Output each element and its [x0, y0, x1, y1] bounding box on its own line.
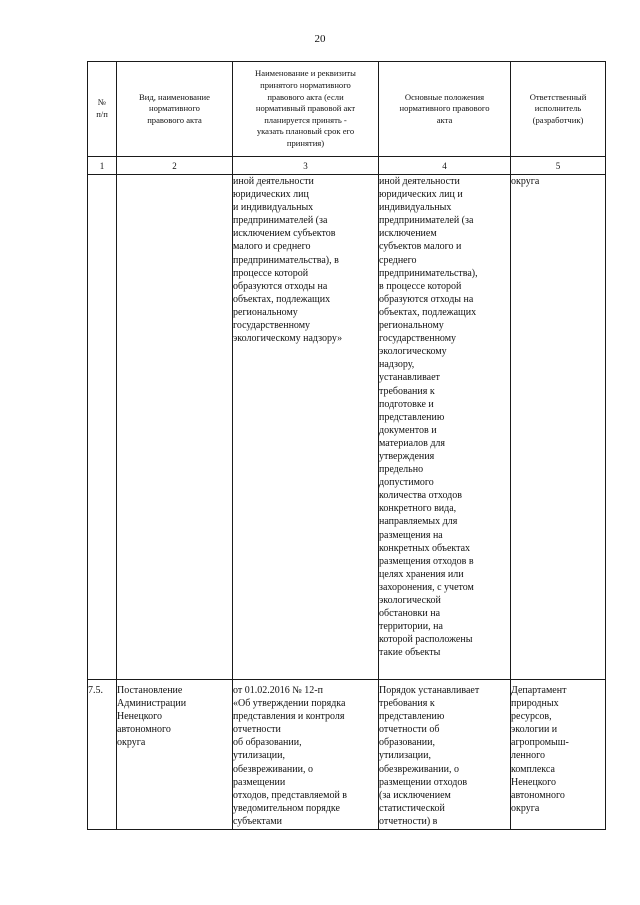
header-cell-number: № п/п: [88, 62, 117, 157]
legal-acts-table: [87, 61, 606, 830]
page-number: 20: [314, 33, 326, 45]
act-type-cell: Постановление Администрации Ненецкого автономного округа: [117, 680, 233, 830]
row-number-cell: [88, 175, 117, 680]
row-number-cell: 7.5.: [88, 680, 117, 830]
column-number: 1: [88, 157, 117, 175]
column-number: 5: [511, 157, 606, 175]
column-number: 3: [233, 157, 379, 175]
executor-cell: округа: [511, 175, 606, 680]
column-number: 2: [117, 157, 233, 175]
table-row: [88, 175, 606, 680]
header-cell-name: Наименование и реквизиты принятого нормативного правового акта (если нормативный правовой акт планируется принять - указать плановый срок его принятия): [233, 62, 379, 157]
header-cell-type: Вид, наименование нормативного правового акта: [117, 62, 233, 157]
header-row: [88, 62, 606, 157]
header-cell-executor: Ответственный исполнитель (разработчик): [511, 62, 606, 157]
act-name-cell: от 01.02.2016 № 12-п «Об утверждении порядка представления и контроля отчетности об образовании, утилизации, обезвреживании, о размещении отходов, представляемой в уведомительном порядке субъектами: [233, 680, 379, 830]
act-provisions-cell: Порядок устанавливает требования к представлению отчетности об образовании, утилизации, обезвреживании, о размещении отходов (за исключением статистической отчетности) в: [379, 680, 511, 830]
act-name-cell: иной деятельности юридических лиц и индивидуальных предпринимателей (за исключением субъектов малого и среднего предпринимательства), в процессе которой образуются отходы на объектах, подлежащих региональному государственному экологическому надзору»: [233, 175, 379, 680]
column-number: 4: [379, 157, 511, 175]
executor-cell: Департамент природных ресурсов, экологии и агропромыш- ленного комплекса Ненецкого автономного округа: [511, 680, 606, 830]
header-cell-provisions: Основные положения нормативного правового акта: [379, 62, 511, 157]
act-type-cell: [117, 175, 233, 680]
act-provisions-cell: иной деятельности юридических лиц и индивидуальных предпринимателей (за исключением субъектов малого и среднего предпринимательства), в процессе которой образуются отходы на объектах, подлежащих региональному государственному экологическому надзору, устанавливает требования к подготовке и представлению документов и материалов для утверждения предельно допустимого количества отходов конкретного вида, направляемых для размещения на конкретных объектах размещения отходов в целях хранения или захоронения, с учетом экологической обстановки на территории, на которой расположены такие объекты: [379, 175, 511, 680]
table-row: [88, 680, 606, 830]
column-number-row: [88, 157, 606, 175]
